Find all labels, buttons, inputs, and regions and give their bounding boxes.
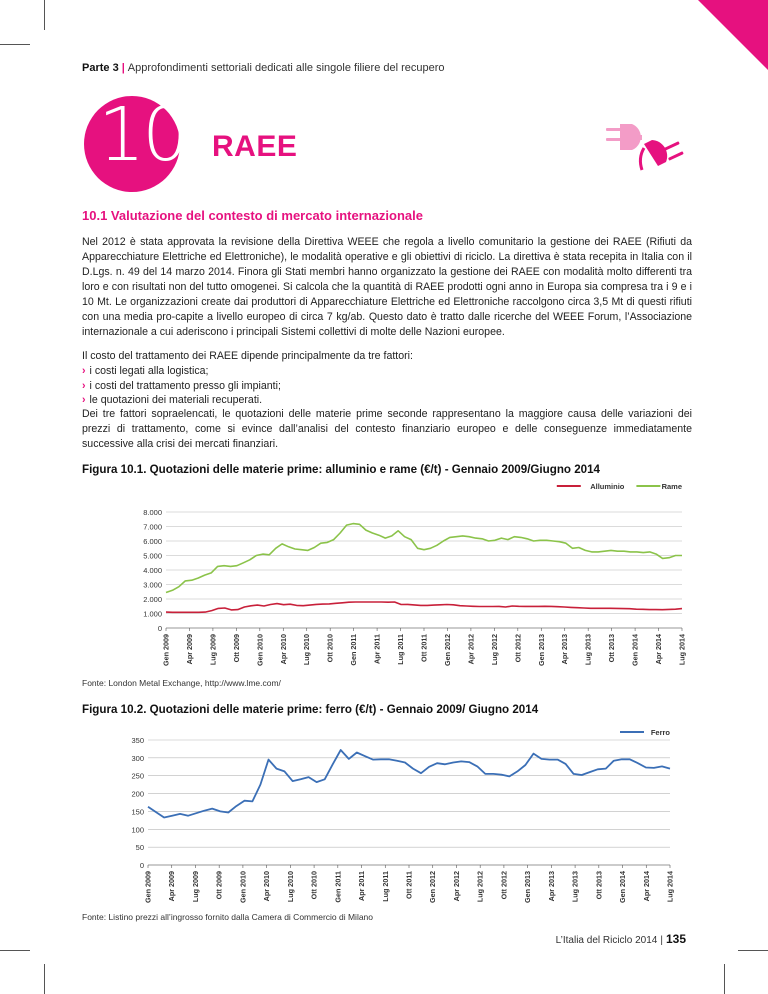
bullet-text: le quotazioni dei materiali recuperati. [89, 394, 263, 406]
chapter-number: 10 [98, 92, 187, 178]
x-tick-label: Ott 2012 [513, 634, 523, 663]
footer-text: L’Italia del Riciclo 2014 [555, 935, 658, 946]
y-tick-label: 200 [131, 789, 144, 799]
x-tick-label: Ott 2010 [325, 634, 335, 663]
x-tick-label: Apr 2009 [167, 871, 177, 902]
x-tick-label: Gen 2011 [349, 634, 359, 666]
list-item [82, 393, 281, 408]
bullet-text: i costi legati alla logistica; [89, 365, 209, 377]
figure-2-source: Fonte: Listino prezzi all’ingrosso fornito dalla Camera di Commercio di Milano [82, 912, 374, 922]
crop-mark [0, 44, 30, 45]
x-tick-label: Ott 2011 [419, 634, 429, 662]
x-tick-label: Lug 2010 [302, 634, 312, 666]
paragraph-3: Dei tre fattori sopraelencati, le quotazioni delle materie prime seconde rappresentano la maggiore causa delle variazioni dei prezzi di trattamento, come si evince dall’analisi del contesto finanziario europeo e delle conseguenze immediatamente successive alla crisi dei mercati finanziari. [82, 408, 692, 450]
y-tick-label: 50 [135, 843, 144, 853]
x-tick-label: Apr 2011 [372, 634, 382, 664]
x-tick-label: Lug 2010 [285, 871, 295, 903]
x-tick-label: Apr 2012 [466, 634, 476, 665]
plug-icon [600, 118, 686, 180]
running-header [82, 62, 445, 74]
legend-label: Alluminio [590, 482, 625, 491]
x-tick-label: Lug 2012 [489, 634, 499, 666]
x-tick-label: Apr 2014 [641, 871, 651, 902]
x-tick-label: Apr 2013 [546, 871, 556, 902]
figure-1-chart [82, 482, 692, 672]
x-tick-label: Gen 2013 [536, 634, 546, 666]
x-tick-label: Gen 2009 [143, 871, 153, 903]
y-tick-label: 250 [131, 771, 144, 781]
x-tick-label: Lug 2013 [570, 871, 580, 903]
figure-2-chart [82, 722, 692, 920]
y-tick-label: 0 [139, 861, 144, 870]
x-tick-label: Gen 2014 [630, 634, 640, 666]
chapter-title: RAEE [212, 130, 298, 163]
y-tick-label: 0 [157, 624, 162, 633]
y-tick-label: 2.000 [143, 595, 162, 604]
y-tick-label: 3.000 [143, 580, 162, 590]
series-line-ferro [148, 750, 670, 818]
x-tick-label: Gen 2013 [523, 871, 533, 903]
chevron-right-icon: › [82, 379, 86, 392]
x-tick-label: Gen 2010 [238, 871, 248, 903]
y-tick-label: 8.000 [143, 508, 162, 517]
x-tick-label: Apr 2012 [451, 871, 461, 902]
y-tick-label: 300 [131, 753, 144, 763]
x-tick-label: Gen 2012 [428, 871, 438, 903]
list-item [82, 379, 281, 394]
x-tick-label: Apr 2013 [560, 634, 570, 665]
paragraph-2: Il costo del trattamento dei RAEE dipende principalmente da tre fattori: [82, 350, 413, 362]
x-tick-label: Ott 2013 [607, 634, 617, 663]
x-tick-label: Lug 2014 [677, 634, 687, 666]
x-tick-label: Lug 2011 [396, 634, 406, 665]
crop-mark [724, 964, 725, 994]
list-item [82, 364, 281, 379]
y-tick-label: 350 [131, 736, 144, 745]
paragraph-1: Nel 2012 è stata approvata la revisione della Direttiva WEEE che regola a livello comunitario la gestione dei RAEE (Rifiuti da Apparecchiature Elettriche ed Elettroniche), le modalità operative e gli obiettivi di riciclo. La direttiva è stata recepita in Italia con il D.Lgs. n. 49 del 14 marzo 2014. Finora gli Stati membri hanno organizzato la gestione dei RAEE con modalità molto differenti tra loro e con risultati non del tutto omogenei. Si calcola che la quantità di RAEE prodotti ogni anno in Europa sia compresa tra i 9 e i 10 Mt. Le organizzazioni create dai produttori di Apparecchiature Elettriche ed Elettroniche raccolgono circa 3,5 Mt di questi rifiuti con una media pro-capite a livello europeo di circa 7 kg/ab. Questo dato è tratto dalle ricerche del WEEE Forum, l’Associazione internazionale a cui aderiscono i principali Sistemi collettivi di molte delle Nazioni europee. [82, 236, 692, 338]
y-tick-label: 7.000 [143, 522, 162, 532]
footer-separator: | [660, 935, 663, 946]
x-tick-label: Lug 2009 [190, 871, 200, 903]
series-line-alluminio [166, 602, 682, 612]
y-tick-label: 5.000 [143, 551, 162, 561]
x-tick-label: Lug 2009 [208, 634, 218, 666]
crop-mark [44, 0, 45, 30]
y-tick-label: 1.000 [143, 609, 162, 619]
chevron-right-icon: › [82, 394, 86, 406]
chevron-right-icon: › [82, 365, 86, 377]
crop-mark [0, 950, 30, 951]
x-tick-label: Lug 2014 [665, 871, 675, 903]
x-tick-label: Apr 2010 [262, 871, 272, 902]
page-number: 135 [665, 932, 686, 946]
figure-1-title: Figura 10.1. Quotazioni delle materie prime: alluminio e rame (€/t) - Gennaio 2009/Giugno 2014 [82, 463, 600, 476]
y-tick-label: 6.000 [143, 537, 162, 546]
y-tick-label: 150 [131, 807, 144, 817]
x-tick-label: Gen 2014 [618, 871, 628, 903]
legend-label: Ferro [650, 728, 670, 737]
y-tick-label: 4.000 [143, 566, 162, 575]
x-tick-label: Ott 2010 [309, 871, 319, 900]
x-tick-label: Ott 2009 [231, 634, 241, 663]
corner-tab [698, 0, 768, 70]
x-tick-label: Ott 2012 [499, 871, 509, 900]
x-tick-label: Lug 2013 [583, 634, 593, 666]
header-subtitle: Approfondimenti settoriali dedicati alle singole filiere del recupero [127, 62, 445, 74]
x-tick-label: Apr 2010 [278, 634, 288, 665]
legend-label: Rame [661, 482, 682, 491]
crop-mark [738, 950, 768, 951]
x-tick-label: Lug 2012 [475, 871, 485, 903]
x-tick-label: Gen 2011 [333, 871, 343, 903]
x-tick-label: Ott 2009 [214, 871, 224, 900]
section-title: 10.1 Valutazione del contesto di mercato internazionale [82, 208, 423, 223]
header-part: Parte 3 [82, 62, 119, 74]
x-tick-label: Apr 2014 [654, 634, 664, 665]
x-tick-label: Apr 2009 [184, 634, 194, 665]
x-tick-label: Ott 2013 [594, 871, 604, 900]
figure-1-source: Fonte: London Metal Exchange, http://www.lme.com/ [82, 678, 281, 688]
x-tick-label: Apr 2011 [357, 871, 367, 901]
page-footer [556, 932, 686, 946]
header-separator: | [121, 62, 125, 74]
bullet-text: i costi del trattamento presso gli impianti; [89, 379, 281, 392]
bullet-list [82, 364, 281, 408]
y-tick-label: 100 [131, 825, 144, 835]
x-tick-label: Gen 2012 [442, 634, 452, 666]
series-line-rame [166, 524, 682, 593]
x-tick-label: Ott 2011 [404, 871, 414, 899]
figure-2-title: Figura 10.2. Quotazioni delle materie prime: ferro (€/t) - Gennaio 2009/ Giugno 2014 [82, 703, 539, 716]
crop-mark [44, 964, 45, 994]
x-tick-label: Gen 2010 [255, 634, 265, 666]
x-tick-label: Gen 2009 [161, 634, 171, 666]
x-tick-label: Lug 2011 [380, 871, 390, 902]
